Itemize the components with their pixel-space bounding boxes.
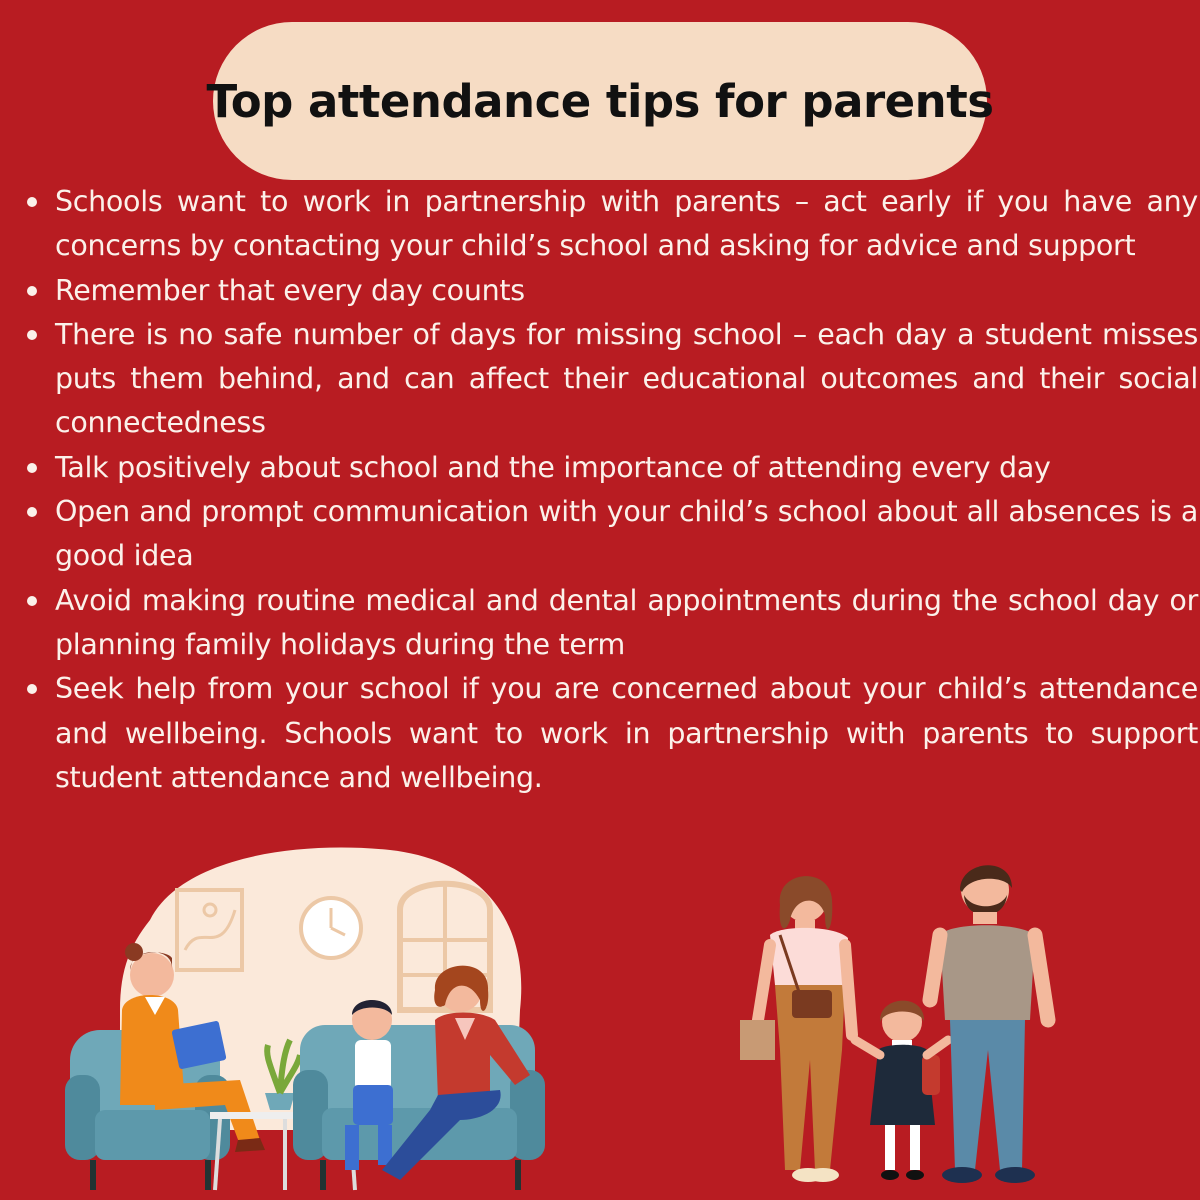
tip-item: Schools want to work in partnership with parents – act early if you have any concerns by contacting your child’s school and asking for advice and support bbox=[20, 180, 1198, 269]
tip-item: Remember that every day counts bbox=[20, 269, 1198, 313]
family-walking-to-school-illustration bbox=[730, 850, 1060, 1200]
counselling-meeting-illustration bbox=[60, 840, 560, 1200]
page-title: Top attendance tips for parents bbox=[206, 74, 994, 128]
girl-figure bbox=[855, 1001, 948, 1180]
tip-item: Seek help from your school if you are concerned about your child’s attendance and wellbeing. Schools want to work in partnership with parents to support student attendance and wellbeing. bbox=[20, 667, 1198, 800]
father-figure bbox=[930, 865, 1048, 1183]
tip-item: Open and prompt communication with your child’s school about all absences is a good idea bbox=[20, 490, 1198, 579]
title-banner bbox=[206, 22, 994, 180]
mother-figure bbox=[740, 876, 852, 1182]
tip-item: There is no safe number of days for missing school – each day a student misses puts them behind, and can affect their educational outcomes and their social connectedness bbox=[20, 313, 1198, 446]
wall-picture bbox=[177, 890, 242, 970]
tips-list bbox=[20, 180, 1198, 800]
tip-item: Talk positively about school and the importance of attending every day bbox=[20, 446, 1198, 490]
tip-item: Avoid making routine medical and dental appointments during the school day or planning family holidays during the term bbox=[20, 579, 1198, 668]
